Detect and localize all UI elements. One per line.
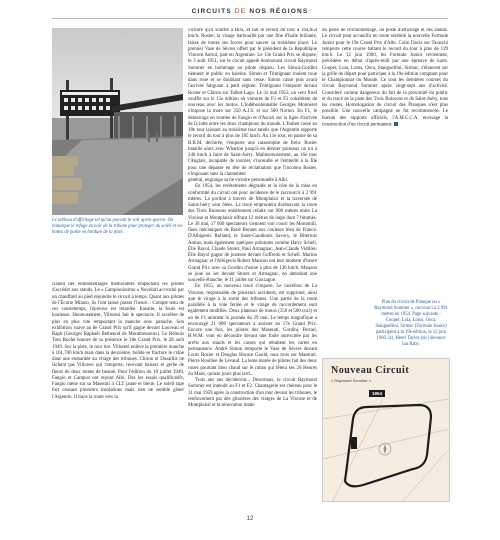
end-of-article-square [394,122,398,126]
article-paragraph: ciaient des embouteillages mémorables empêchant les pilotes d'accéder aux stands. Le « Campionissimo » Nuvolari accroché par un chauffard au pied rejoindre le circuit à temps. Quant aux pilotes de l'Écurie Milano, ils l'ont laissé passer l'heure... Compte tenu de ces contretemps, l'épreuve est retardée. Ensuite, la foule est houleuse. Heureusement, Villoresi fait le spectacle. Il accélère de plus en plus vite remportant la manche avec panache. Son exhibition suave au 8e Grand Prix qu'il gagne devant Louveau et Raph (Georges Raphaël Béthenod de Montbressieux). Le Rémois Toto Roche honore de sa présence le 10e Grand Prix, le 28 août 1949. Sur la piste, le tour tire. Villoresi enlève la première manche à 161,700 km/h mais dans la deuxième, bolide se fracture le crâne dans une embardée au virage des tribunes. Chiron et Dusaillis ne lâchent pas Villoresi qui l'emporte, recevant baisers et gerbe de fleurs de deux reines de beauté. Pour l'édition du 10 juillet 1949, Fangio et Campos ont rejoint Albi. Des les essais qualificatifs, Fangio mène sur sa Maserati 4 CLT jaune et bleue. Le soleil tape fort causant plusieurs insolations mais rien ne semble gêner l'Argentin. Il trace la route vers la [52,282,184,400]
article-paragraph: Trois ans ans décideront... Désormais, le circuit Raymond Sommer est intendit au F1 et F2. Chantagerie est chéreau pour le 31 mai 1959 après la construction d'un mur devant les tribunes, le renforcement par des glissières des virages de La Viscose et de Montplaisir et la rénovation totale [188,378,317,408]
article-paragraph: En 1954, les revêtements dégradés et la côte de la mise en conformité du circuit ont pour incidence de le raccourcir à 2 991 mètres. La portion à travers de Montplaisir et la traversée de Saint-Juéry sont ôtées. La tracé empruntera dorénavant la route des Trois Buissons entièrement refaite sur 900 mètres entre La Viscose et Montplaisir offrant 12 mètres de large dont 7 bitumés. Le 30 mai, 17 000 spectateurs viennent voir courir les Monomill, fines mécaniques de René Bonnet aux couleurs bleu de France. D'Albigeois Rolland, le Saint-Gaudinois Savory, le Biterrois Antras, mais également quelques pointures comme Harry Schell, Élie Bayol, Claude Storez, Paul Armagnac, Jean-Claude Vidilles. Élie Bayol gagne de justesse devant Goffredo et Schell. Marion Armagnac et l'Albigeois Robert Manzon ont leur moment d'heure Grand Prix avec sa Gordini d'usine à plus de 130 km/h. Manzon se joue au 1er devant Storez et Armagnac, en attendant une nouvelle ébauche, le 11 juillet sur Gonzague. [188,184,317,283]
article-paragraph-text: du poste de chronométrage, du poste d'affichage et des stands. Le circuit peut accueillir en toute sérénité la nouvelle Formule Junior pour le 19e Grand Prix d'Albi. Colin Davis sur Taraschi remporte cette course battant le record du tour à plus de 129 km/h. Le 12 juin 1960, les Formule Junior reviennent, précédées en début d'après-midi par une épreuve de karts. Cooper, Lola, Lotus, Osca, Stanguellini, Sirmac, s'élancent sur la grille de départ pour participer à la 19e édition comptant pour le Championnat du Monde. Ce sont les dernières courses du circuit Raymond Sommer après vingt-sept ans d'activité. Considéré comme dangereux du fait de la proximité du public et du tracé de la piste des Trois Buissons et de Saint-Juéry, tous les routes. Homologation du circuit des Planques n'est plus possible. Une nouvelle campagne ne fut recommencée. Le bureau des rapports officiels, l'A.M.C.C.A. envisage la construction d'un circuit permanent. [322,28,448,128]
header-prefix: CIRCUITS [191,8,232,15]
article-column-2 [188,28,317,510]
grandstand-photo-image [52,28,183,215]
article-paragraph [322,28,448,129]
article-paragraph: général, engrange sa 6e victoire personnelle à Albi. [188,178,289,183]
grandstand-photo [52,28,183,215]
map-caption: Plan du circuit de Planque ou « Raymond Sommer », raccourci à 2 991 mètres en 1954. Page suivante : Cooper, Lola, Lotus, Osca, Stanguellini, Sirmac (Formule Junior) participent à la 19e édition, le 12 juin 1960. Ici, Henri Taylor (sic) devance Ian Raby. [374,300,448,347]
header-rule [52,18,448,19]
page-header [0,8,500,15]
circuit-track-outline [345,405,431,486]
page-number: 12 [246,516,254,522]
map-title: Nouveau Circuit [331,365,410,376]
article-column-3 [322,28,448,256]
header-middle: DE [231,8,250,15]
header-suffix: NOS RÉGIONS [249,8,309,15]
article-paragraph: En 1955, un nouveau tracé s'impose. Le carrefour de La Viscose, responsable de plusieurs accidents, est supprimé, ainsi que le virage à la sortie des tribunes. Une partie de la route parallèle à la voie ferrée et le virage de raccordement sont également modifiés. Deux plateaux de motos (350 et 500 cm3) et un de F1 animent la journée du 29 mai. Le temps magnifique a encouragé 21 000 spectateurs à assister au 17e Grand Prix. Encore une fois, les pilotes des Maserati, Gordini, Ferrari, H.W.M. vont en découdre devant une foule surexcitée par les arrêts aux stands et les casses qui rebattent les cartes en permanence. André Simon remporte le Vase de Sèvres devant Louis Rosier et Douglas Horace Gould, tous trois sur Maserati. Pierre Rouillée de Lévaud. La lente marée de pilotes fait des deux roues pourtant bien chaud sur le ruban qui fêtera ses 20 Heures du Mans, quinze jours plus tard... [188,284,317,377]
map-year-badge: 1954 [369,390,385,397]
article-column-1 [52,282,184,510]
photo-caption: Le tableau d'affichage tel qu'on pouvait le voir après-guerre. On remarque le refuge en noir de la tribune pour protéger du soleil et les bottes de paille en bordure de la piste. [52,218,183,235]
grandstand-marker [351,437,357,449]
map-subtitle: « Raymond Sommer » [331,378,372,383]
circuit-map [322,358,450,502]
article-paragraph: victoire qu'il souffle à Bira, et fait le record du tour à 164,854 km/h. Rosier, la visage barbouillé par une fine d'huile brûlante, laisse de toutes ses forces pour sauver sa troisième place. Le premier Vase de Sèvres offert par le président de la République Vincent Auriol, part en Argentine. Le 13e Grand Prix se dispute, le 3 août 1951, sur le circuit appelé dorénavant circuit Raymond Sommer en hommage au pilote disparu. Les Simca-Gordini tiennent le public en haleine. Simon et Trintignant roulent roue dans roue et se doublant sans cesse. Simon casse puis avant l'arrivée fatiguant à petit régime. Trintignant l'emporte devant Rosier et Chiron sur Talbot-Lago. Le 31 mai 1953, un vent froid souffle sur le 15e édition où voitures de F1 et F2 cohabitent de nouveau avec les motos. L'indéboulonnable Georges Monneret s'impose la moto sur 350 A.J.S. et sur 500 Norton. En F1, le démarrage en trombe de Fangio et d'Ascari sur la ligne d'arrivée de la lutte entre les deux champions du monde. L'Italien cassé au 18e tour laissant au troisième tour tandis que l'Argentin rapporte le record du tour à plus de 185 km/h. Au 11e tour, en panne de sa B.R.M. déchirée, l'emporte une catastrophe de frein. Rosier bataille alors avec Wharton jusqu'à en dernier poireaux un ira à 240 km/h à faire de Saint-Juéry. Malheureusement, au 16e tour l'Anglais, incapable de tourner, s'incendie et l'embellit à la file pour une dépasse en tête de réclamation que l'inconnu Rosier, s'imposant sans la classement [188,28,317,177]
circuit-layout-drawing [323,359,449,501]
